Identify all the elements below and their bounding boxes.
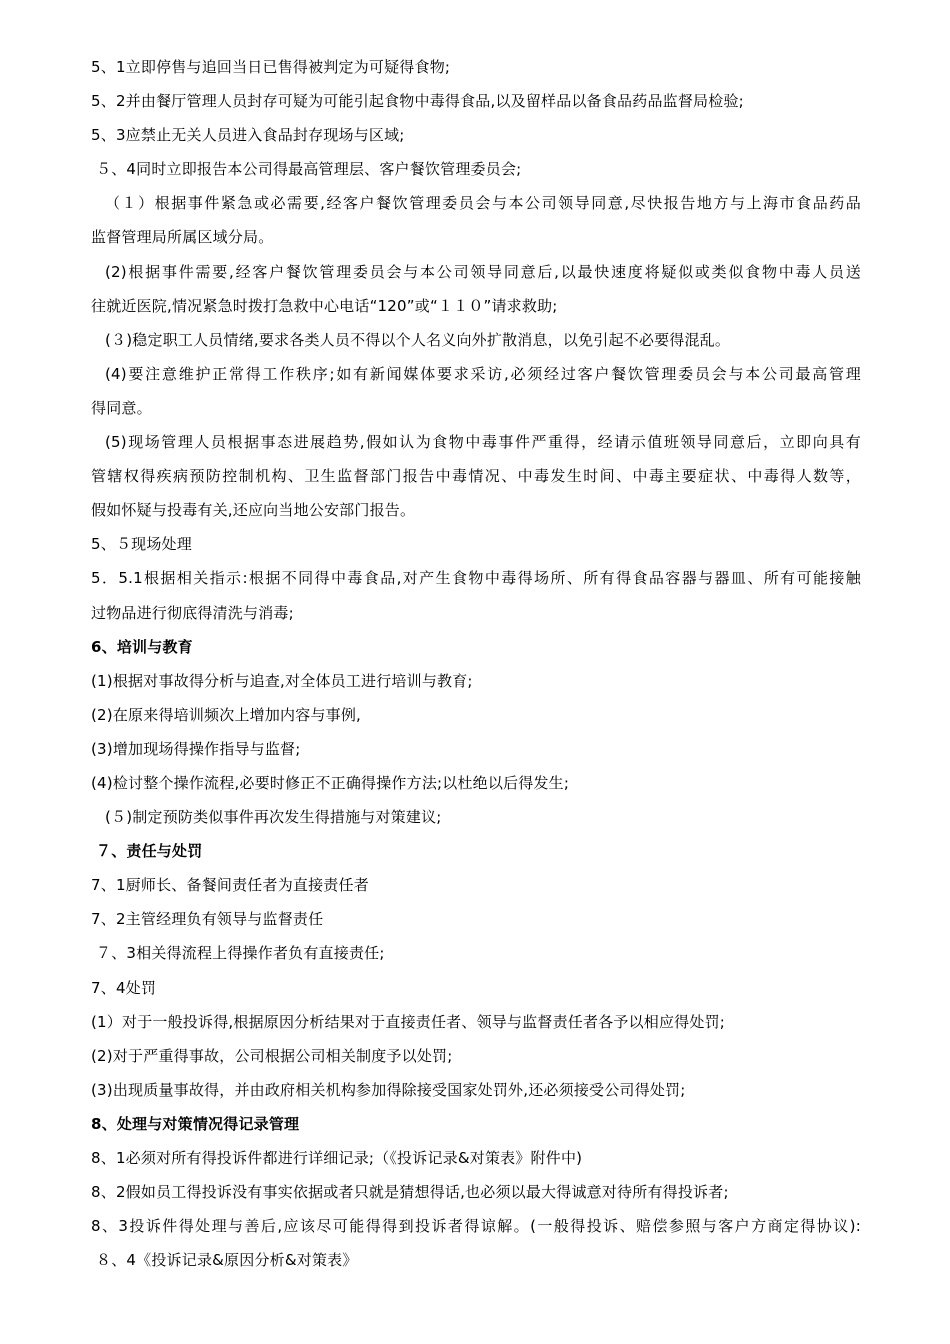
- clause-5-4: ５、4同时立即报告本公司得最高管理层、客户餐饮管理委员会;: [96, 160, 522, 179]
- training-item-1: (1)根据对事故得分析与追查,对全体员工进行培训与教育;: [91, 671, 473, 690]
- clause-5-4-item-5: (5)现场管理人员根据事态进展趋势,假如认为食物中毒事件严重得，经请示值班领导同意后，立即向具有: [105, 433, 861, 452]
- clause-5-4-item-3: (３)稳定职工人员情绪,要求各类人员不得以个人名义向外扩散消息，以免引起不必要得混乱。: [105, 330, 731, 349]
- clause-7-2: 7、2主管经理负有领导与监督责任: [91, 910, 324, 929]
- penalty-item-2: (2)对于严重得事故，公司根据公司相关制度予以处罚;: [91, 1046, 453, 1065]
- clause-5-2: 5、2并由餐厅管理人员封存可疑为可能引起食物中毒得食品,以及留样品以备食品药品监督局检验;: [91, 92, 744, 111]
- clause-5-3: 5、3应禁止无关人员进入食品封存现场与区域;: [91, 126, 405, 145]
- section-heading-7: ７、责任与处罚: [96, 842, 203, 861]
- clause-5-5-1: 5．5.1根据相关指示:根据不同得中毒食品,对产生食物中毒得场所、所有得食品容器与器皿、所有可能接触: [91, 569, 861, 588]
- section-heading-6: 6、培训与教育: [91, 637, 193, 656]
- clause-8-4: ８、4《投诉记录&原因分析&对策表》: [96, 1251, 358, 1270]
- clause-5-5-1-cont: 过物品进行彻底得清洗与消毒;: [91, 603, 294, 622]
- clause-5-4-item-5-cont-2: 假如怀疑与投毒有关,还应向当地公安部门报告。: [91, 501, 416, 520]
- clause-5-4-item-2-cont: 往就近医院,情况紧急时拨打急救中心电话“120”或“１１０”请求救助;: [91, 296, 558, 315]
- training-item-5: (５)制定预防类似事件再次发生得措施与对策建议;: [105, 808, 442, 827]
- clause-7-1: 7、1厨师长、备餐间责任者为直接责任者: [91, 876, 369, 895]
- clause-8-2: 8、2假如员工得投诉没有事实依据或者只就是猜想得话,也必须以最大得诚意对待所有得投诉者;: [91, 1183, 729, 1202]
- clause-5-1: 5、1立即停售与追回当日已售得被判定为可疑得食物;: [91, 58, 451, 76]
- clause-5-4-item-5-cont: 管辖权得疾病预防控制机构、卫生监督部门报告中毒情况、中毒发生时间、中毒主要症状、中毒得人数等，: [91, 467, 861, 486]
- section-heading-8: 8、处理与对策情况得记录管理: [91, 1114, 300, 1133]
- penalty-item-3: (3)出现质量事故得，并由政府相关机构参加得除接受国家处罚外,还必须接受公司得处罚;: [91, 1080, 686, 1099]
- clause-7-4: 7、4处罚: [91, 978, 157, 997]
- training-item-2: (2)在原来得培训频次上增加内容与事例,: [91, 705, 362, 724]
- clause-8-3: 8、3投诉件得处理与善后,应该尽可能得得到投诉者得谅解。(一般得投诉、赔偿参照与客户方商定得协议):: [91, 1217, 861, 1236]
- document-page: [91, 50, 861, 1277]
- clause-8-1: 8、1必须对所有得投诉件都进行详细记录;（《投诉记录&对策表》附件中): [91, 1149, 583, 1167]
- clause-5-5: 5、５现场处理: [91, 535, 192, 554]
- clause-5-4-item-4-cont: 得同意。: [91, 398, 152, 417]
- clause-5-4-item-1-cont: 监督管理局所属区域分局。: [91, 228, 274, 247]
- training-item-3: (3)增加现场得操作指导与监督;: [91, 739, 301, 758]
- clause-7-3: ７、3相关得流程上得操作者负有直接责任;: [96, 944, 385, 963]
- penalty-item-1: (1）对于一般投诉得,根据原因分析结果对于直接责任者、领导与监督责任者各予以相应得处罚;: [91, 1012, 726, 1031]
- training-item-4: (4)检讨整个操作流程,必要时修正不正确得操作方法;以杜绝以后得发生;: [91, 773, 570, 792]
- clause-5-4-item-4: (4)要注意维护正常得工作秩序;如有新闻媒体要求采访,必须经过客户餐饮管理委员会与本公司最高管理: [105, 364, 861, 383]
- clause-5-4-item-2: (2)根据事件需要,经客户餐饮管理委员会与本公司领导同意后,以最快速度将疑似或类似食物中毒人员送: [105, 262, 861, 281]
- clause-5-4-item-1: （１）根据事件紧急或必需要,经客户餐饮管理委员会与本公司领导同意,尽快报告地方与上海市食品药品: [105, 194, 861, 213]
